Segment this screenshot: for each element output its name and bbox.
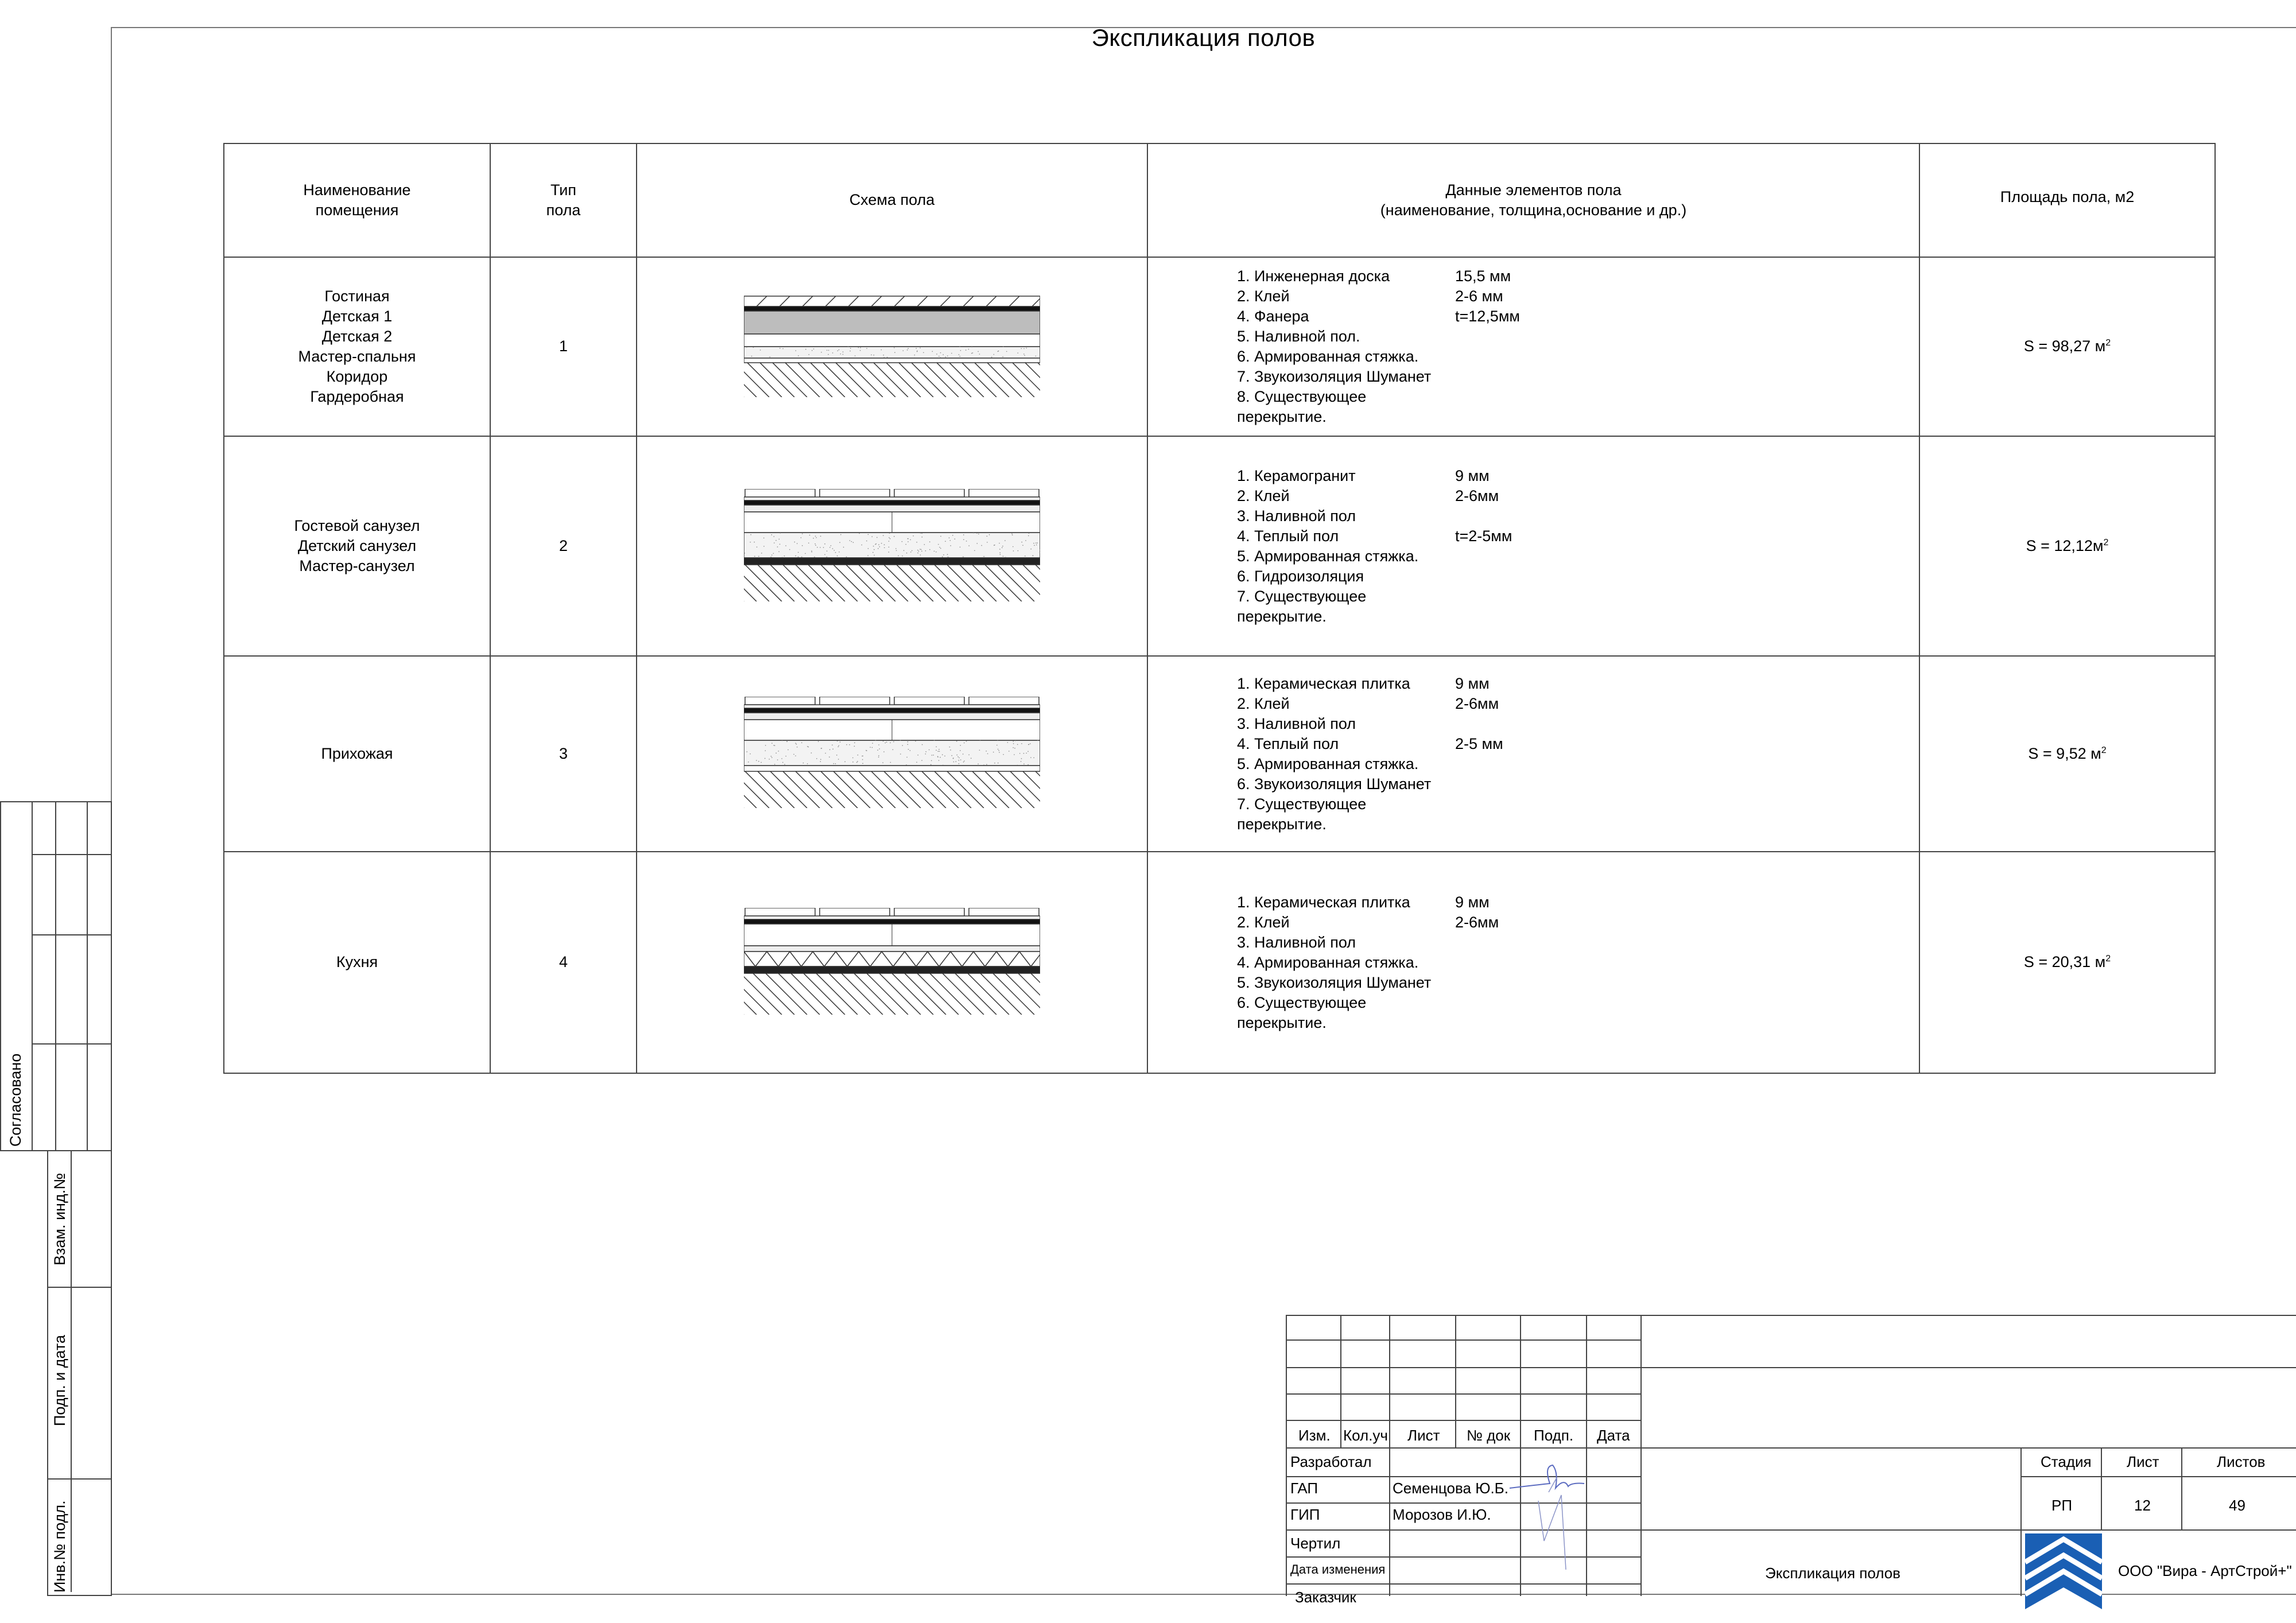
room-name: Детский санузел [297, 537, 417, 554]
layer-thickness: 2-6мм [1455, 487, 1499, 504]
area-unit-power: 2 [2105, 954, 2111, 964]
sheet-label: Лист [2127, 1453, 2159, 1470]
stage-label: Стадия [2041, 1453, 2092, 1470]
room-name: Гостевой санузел [294, 517, 420, 534]
floor-type: 4 [490, 852, 637, 1073]
layer-name: 4. Теплый пол [1237, 527, 1339, 545]
floor-schema-cell [637, 436, 1147, 656]
layer-name: 1. Инженерная доска [1237, 267, 1390, 285]
floor-layer [1237, 286, 1520, 306]
layer-thickness: 9 мм [1455, 893, 1490, 911]
area-value: S = 12,12м [2026, 537, 2104, 554]
signature [1504, 1455, 1590, 1581]
layer-thickness: 2-6 мм [1455, 288, 1503, 305]
floor-layer [1237, 892, 1499, 913]
layer-thickness: 2-6мм [1455, 694, 1499, 712]
gip-name: Морозов И.Ю. [1393, 1506, 1491, 1523]
floor-layer [1237, 327, 1520, 347]
floor-schema-cell [637, 852, 1147, 1073]
layer-thickness: 2-6мм [1455, 913, 1499, 931]
layer-name: 7. Существующее перекрытие. [1237, 795, 1367, 833]
layer-name: 6. Армированная стяжка. [1237, 348, 1419, 365]
header-type: Тип пола [490, 143, 637, 257]
inv-label: Инв.№ подл. [51, 1500, 68, 1593]
floor-type: 3 [490, 656, 637, 852]
room-name: Детская 1 [321, 307, 393, 325]
stamp-role-drafter: Чертил [1290, 1535, 1341, 1552]
header-room: Наименование помещения [224, 143, 490, 257]
layer-thickness: 2-5 мм [1455, 735, 1503, 752]
drawing-title: Экспликация полов [1765, 1564, 1901, 1582]
floor-explication-table [223, 143, 2216, 1074]
stage-value: РП [2051, 1497, 2073, 1514]
floor-layer [1237, 587, 1512, 627]
floor-layer [1237, 734, 1503, 754]
table-row [224, 656, 2215, 852]
floor-layer [1237, 306, 1520, 327]
floor-schema-cell [637, 257, 1147, 436]
sheet-value: 12 [2134, 1497, 2151, 1514]
layer-name: 2. Клей [1237, 913, 1290, 931]
layer-name: 8. Существующее перекрытие. [1237, 388, 1367, 425]
room-names [224, 257, 490, 436]
floor-schema-3 [744, 697, 1040, 812]
area-value: S = 98,27 м [2023, 337, 2106, 355]
floor-layer [1237, 913, 1499, 933]
stamp-col-signature: Подп. [1534, 1427, 1574, 1444]
table-row [224, 852, 2215, 1073]
floor-layer [1237, 526, 1512, 546]
layer-name: 6. Гидроизоляция [1237, 567, 1364, 585]
floor-layer [1237, 546, 1512, 566]
floor-layer [1237, 694, 1503, 714]
area-value: S = 20,31 м [2023, 953, 2106, 971]
layer-name: 7. Звукоизоляция Шуманет [1237, 368, 1432, 385]
floor-type: 2 [490, 436, 637, 656]
floor-schema-2 [744, 489, 1040, 604]
room-name: Мастер-санузел [299, 557, 415, 575]
floor-schema-4 [744, 908, 1040, 1017]
layer-name: 3. Наливной пол [1237, 933, 1356, 951]
area-value: S = 9,52 м [2028, 744, 2101, 762]
room-name: Прихожая [321, 744, 393, 762]
floor-layer [1237, 674, 1503, 694]
gap-name: Семенцова Ю.Б. [1393, 1480, 1508, 1497]
floor-layer [1237, 953, 1499, 973]
layer-name: 4. Армированная стяжка. [1237, 953, 1419, 971]
layer-name: 6. Существующее перекрытие. [1237, 993, 1367, 1031]
floor-schema-cell [637, 656, 1147, 852]
floor-area [1919, 656, 2215, 852]
floor-area [1919, 257, 2215, 436]
layer-thickness: t=2-5мм [1455, 527, 1512, 545]
company-name: ООО "Вира - АртСтрой+" [2118, 1562, 2292, 1579]
floor-area [1919, 852, 2215, 1073]
floor-layer [1237, 754, 1503, 774]
floor-layer [1237, 387, 1520, 427]
stamp-col-change: Изм. [1298, 1427, 1331, 1444]
stamp-col-doc: № док [1467, 1427, 1511, 1444]
layer-name: 5. Армированная стяжка. [1237, 755, 1419, 772]
floor-layer [1237, 714, 1503, 734]
floor-area [1919, 436, 2215, 656]
layer-thickness: 15,5 мм [1455, 267, 1511, 285]
stamp-col-count: Кол.уч [1343, 1427, 1388, 1444]
replace-label: Взам. инд.№ [51, 1172, 68, 1265]
room-names [224, 436, 490, 656]
layer-name: 1. Керамическая плитка [1237, 893, 1410, 911]
layer-name: 2. Клей [1237, 487, 1290, 504]
sheets-label: Листов [2217, 1453, 2266, 1470]
area-unit-power: 2 [2101, 745, 2107, 755]
layer-name: 7. Существующее перекрытие. [1237, 587, 1367, 625]
layer-name: 5. Армированная стяжка. [1237, 547, 1419, 565]
room-names [224, 656, 490, 852]
layer-name: 1. Керамическая плитка [1237, 674, 1410, 692]
room-name: Детская 2 [321, 327, 393, 345]
floor-layers [1147, 852, 1919, 1073]
stamp-col-sheet: Лист [1407, 1427, 1440, 1444]
floor-layer [1237, 347, 1520, 367]
room-name: Гардеробная [310, 388, 404, 406]
floor-layer [1237, 566, 1512, 587]
floor-layer [1237, 266, 1520, 286]
layer-name: 1. Керамогранит [1237, 467, 1356, 484]
layer-name: 4. Фанера [1237, 308, 1309, 325]
room-name: Кухня [336, 953, 378, 971]
area-unit-power: 2 [2103, 537, 2109, 548]
sign-date-label: Подп. и дата [51, 1334, 68, 1426]
floor-layer [1237, 794, 1503, 834]
table-row [224, 436, 2215, 656]
header-area: Площадь пола, м2 [1919, 143, 2215, 257]
layer-name: 4. Теплый пол [1237, 735, 1339, 752]
room-name: Коридор [326, 368, 388, 386]
floor-layers [1147, 436, 1919, 656]
floor-layer [1237, 486, 1512, 506]
table-header-row [224, 143, 2215, 257]
page-title: Экспликация полов [1091, 24, 1316, 51]
stamp-role-developer: Разработал [1290, 1453, 1372, 1470]
agreed-label: Согласовано [7, 1053, 24, 1147]
sheets-value: 49 [2229, 1497, 2245, 1514]
room-name: Гостиная [324, 287, 390, 305]
floor-layers [1147, 656, 1919, 852]
floor-layer [1237, 774, 1503, 794]
layer-name: 3. Наливной пол [1237, 715, 1356, 732]
floor-layers [1147, 257, 1919, 436]
stamp-role-gip: ГИП [1290, 1506, 1320, 1523]
floor-schema-1 [744, 295, 1040, 398]
stamp-role-gap: ГАП [1290, 1480, 1318, 1497]
room-names [224, 852, 490, 1073]
table-row [224, 257, 2215, 436]
floor-layer [1237, 993, 1499, 1033]
layer-name: 5. Наливной пол. [1237, 328, 1360, 345]
layer-name: 5. Звукоизоляция Шуманет [1237, 973, 1432, 991]
floor-layer [1237, 973, 1499, 993]
company-logo-icon [2025, 1533, 2102, 1609]
floor-layer [1237, 367, 1520, 387]
layer-thickness: 9 мм [1455, 674, 1490, 692]
layer-name: 2. Клей [1237, 288, 1290, 305]
floor-type: 1 [490, 257, 637, 436]
layer-thickness: t=12,5мм [1455, 308, 1520, 325]
layer-name: 3. Наливной пол [1237, 507, 1356, 525]
floor-layer [1237, 933, 1499, 953]
stamp-col-date: Дата [1597, 1427, 1630, 1444]
header-data: Данные элементов пола (наименование, толщина,основание и др.) [1147, 143, 1919, 257]
floor-layer [1237, 506, 1512, 526]
layer-name: 2. Клей [1237, 694, 1290, 712]
header-schema: Схема пола [637, 143, 1147, 257]
room-name: Мастер-спальня [298, 348, 416, 365]
floor-layer [1237, 466, 1512, 486]
layer-name: 6. Звукоизоляция Шуманет [1237, 775, 1432, 793]
stamp-role-changed: Дата изменения [1290, 1562, 1386, 1577]
stamp-role-customer: Заказчик [1295, 1589, 1356, 1606]
layer-thickness: 9 мм [1455, 467, 1490, 484]
area-unit-power: 2 [2105, 338, 2111, 348]
